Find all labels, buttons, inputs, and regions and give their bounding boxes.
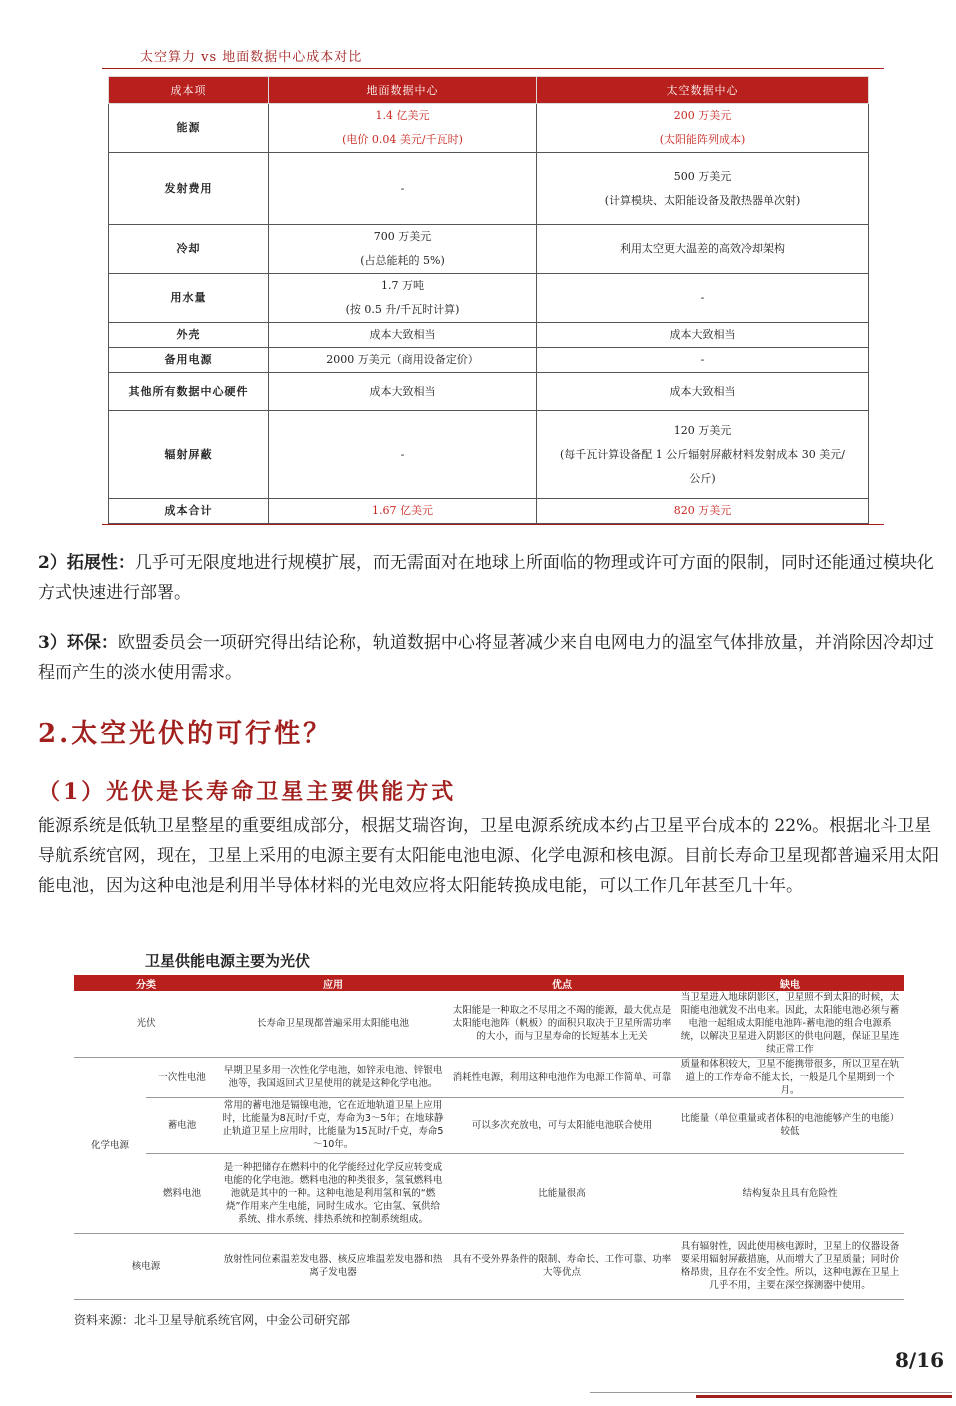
space-value: - <box>537 274 869 323</box>
header-application: 应用 <box>218 975 448 991</box>
supply-table-bottom-rule <box>74 1299 904 1300</box>
paragraph-text: 欧盟委员会一项研究得出结论称，轨道数据中心将显著减少来自电网电力的温室气体排放量，并消除因冷却过程而产生的淡水使用需求。 <box>38 633 934 683</box>
cons-cell: 具有辐射性，因此使用核电源时，卫星上的仪器设备要采用辐射屏蔽措施，从而增大了卫星质量；同时价格昂贵，且存在不安全性。所以，这种电源在卫星上几乎不用，主要在深空探测器中使用。 <box>680 1241 900 1292</box>
cons-cell: 当卫星进入地球阴影区，卫星照不到太阳的时候，太阳能电池就发不出电来。因此，太阳能电池必须与蓄电池一起组成太阳能电池阵-蓄电池的组合电源系统，以解决卫星进入阴影区的供电问题，保证卫星连续正常工作 <box>676 991 904 1057</box>
cost-item-label: 成本合计 <box>109 499 269 524</box>
application-cell: 是一种把储存在燃料中的化学能经过化学反应转变成电能的化学电池。燃料电池的种类很多，氢氧燃料电池就是其中的一种。这种电池是利用氢和氧的“燃烧”作用来产生电能，同时生成水。它由氢、氧供给系统、排水系统、排热系统和控制系统组成。 <box>218 1153 448 1233</box>
source-note: 资料来源：北斗卫星导航系统官网，中金公司研究部 <box>74 1313 351 1327</box>
paragraph-text: 几乎可无限度地进行规模扩展，而无需面对在地球上所面临的物理或许可方面的限制，同时还能通过模块化方式快速进行部署。 <box>38 553 934 603</box>
ground-total: 1.67 亿美元 <box>269 499 537 524</box>
paragraph-scalability <box>38 548 943 608</box>
ground-value: 700 万美元 (占总能耗的 5%) <box>269 225 537 274</box>
subcategory-label: 燃料电池 <box>146 1153 218 1233</box>
cost-comparison-table <box>108 76 869 524</box>
category-label: 化学电源 <box>74 1057 146 1233</box>
ground-value: 2000 万美元（商用设备定价） <box>269 348 537 373</box>
ground-value: 成本大致相当 <box>269 323 537 348</box>
ground-value: 1.4 亿美元 (电价 0.04 美元/千瓦时) <box>269 104 537 153</box>
header-space-dc: 太空数据中心 <box>537 77 869 104</box>
paragraph-environment <box>38 628 943 688</box>
cost-row-radiation-shield <box>109 411 869 499</box>
body-paragraph: 能源系统是低轨卫星整星的重要组成部分，根据艾瑞咨询，卫星电源系统成本约占卫星平台成本的 22%。根据北斗卫星导航系统官网，现在，卫星上采用的电源主要有太阳能电池电源、化学电源和核电源。目前长寿命卫星现都普遍采用太阳能电池，因为这种电池是利用半导体材料的光电效应将太阳能转换成电能，可以工作几年甚至几十年。 <box>38 816 939 896</box>
supply-row-pv <box>74 991 904 1057</box>
cost-row-backup-power <box>109 348 869 373</box>
space-value: 200 万美元 (太阳能阵列成本) <box>537 104 869 153</box>
report-header-title: 太空算力 vs 地面数据中心成本对比 <box>140 50 363 65</box>
space-value: 成本大致相当 <box>537 373 869 411</box>
cons-cell: 比能量（单位重量或者体积的电池能够产生的电能）较低 <box>676 1097 904 1153</box>
cons-cell: 质量和体积较大，卫星不能携带很多，所以卫星在轨道上的工作寿命不能太长，一般是几个星期到一个月。 <box>676 1057 904 1097</box>
power-supply-table <box>74 975 904 1299</box>
footer-rule-thin <box>590 1392 952 1393</box>
cost-item-label: 冷却 <box>109 225 269 274</box>
pros-cell: 太阳能是一种取之不尽用之不竭的能源，最大优点是太阳能电池阵（帆板）的面积只取决于卫星所需功率的大小，而与卫星寿命的长短基本上无关 <box>448 991 676 1057</box>
supply-row-nuclear <box>74 1233 904 1299</box>
cost-table-header-row <box>109 77 869 104</box>
space-value: 500 万美元 (计算模块、太阳能设备及散热器单次射) <box>537 153 869 225</box>
cost-row-water <box>109 274 869 323</box>
cost-row-other-hardware <box>109 373 869 411</box>
supply-table-header-row <box>74 975 904 991</box>
header-cost-item: 成本项 <box>109 77 269 104</box>
footer-rule-red <box>696 1395 952 1398</box>
supply-row-primary-battery <box>74 1057 904 1097</box>
space-value: 利用太空更大温差的高效冷却架构 <box>537 225 869 274</box>
space-value: 120 万美元 (每千瓦计算设备配 1 公斤辐射屏蔽材料发射成本 30 美元/ 公斤) <box>537 411 869 499</box>
pros-cell: 具有不受外界条件的限制、寿命长、工作可靠、功率大等优点 <box>452 1254 672 1279</box>
subsection-title: （1）光伏是长寿命卫星主要供能方式 <box>38 779 457 805</box>
cost-row-cooling <box>109 225 869 274</box>
cost-item-label: 辐射屏蔽 <box>109 411 269 499</box>
pros-cell: 消耗性电源，利用这种电池作为电源工作简单、可靠 <box>448 1057 676 1097</box>
application-cell: 放射性同位素温差发电器、核反应堆温差发电器和热离子发电器 <box>223 1254 443 1279</box>
space-total: 820 万美元 <box>537 499 869 524</box>
ground-value: - <box>269 411 537 499</box>
supply-table-title: 卫星供能电源主要为光伏 <box>145 952 311 970</box>
header-pros: 优点 <box>448 975 676 991</box>
space-value: - <box>537 348 869 373</box>
supply-row-storage-battery <box>74 1097 904 1153</box>
section-title: 2.太空光伏的可行性？ <box>38 719 333 749</box>
cost-item-label: 用水量 <box>109 274 269 323</box>
cost-item-label: 备用电源 <box>109 348 269 373</box>
application-cell: 常用的蓄电池是镉镍电池，它在近地轨道卫星上应用时，比能量为8瓦时/千克，寿命为3～5年；在地球静止轨道卫星上应用时，比能量为15瓦时/千克，寿命5～10年。 <box>218 1097 448 1153</box>
paragraph-label: 2）拓展性： <box>38 553 135 573</box>
ground-value: 成本大致相当 <box>269 373 537 411</box>
cost-row-energy <box>109 104 869 153</box>
subcategory-label: 蓄电池 <box>146 1097 218 1153</box>
page-number: 8/16 <box>895 1348 945 1372</box>
header-category: 分类 <box>74 975 218 991</box>
cons-cell: 结构复杂且具有危险性 <box>676 1153 904 1233</box>
space-value: 成本大致相当 <box>537 323 869 348</box>
cost-item-label: 能源 <box>109 104 269 153</box>
cost-row-total <box>109 499 869 524</box>
ground-value: 1.7 万吨 (按 0.5 升/千瓦时计算) <box>269 274 537 323</box>
cost-row-enclosure <box>109 323 869 348</box>
table-bottom-divider <box>102 524 884 525</box>
ground-value: - <box>269 153 537 225</box>
cost-item-label: 其他所有数据中心硬件 <box>109 373 269 411</box>
pros-cell: 比能量很高 <box>448 1153 676 1233</box>
header-divider <box>102 68 884 69</box>
cost-row-launch <box>109 153 869 225</box>
supply-row-fuel-cell <box>74 1153 904 1233</box>
category-label: 核电源 <box>131 1260 161 1272</box>
application-cell: 早期卫星多用一次性化学电池，如锌汞电池、锌银电池等，我国返回式卫星使用的就是这种化学电池。 <box>218 1057 448 1097</box>
category-label: 光伏 <box>74 991 218 1057</box>
application-cell: 长寿命卫星现都普遍采用太阳能电池 <box>218 991 448 1057</box>
cost-item-label: 发射费用 <box>109 153 269 225</box>
paragraph-label: 3）环保： <box>38 633 118 653</box>
pros-cell: 可以多次充放电，可与太阳能电池联合使用 <box>448 1097 676 1153</box>
cost-item-label: 外壳 <box>109 323 269 348</box>
subcategory-label: 一次性电池 <box>146 1057 218 1097</box>
header-ground-dc: 地面数据中心 <box>269 77 537 104</box>
header-cons: 缺电 <box>676 975 904 991</box>
